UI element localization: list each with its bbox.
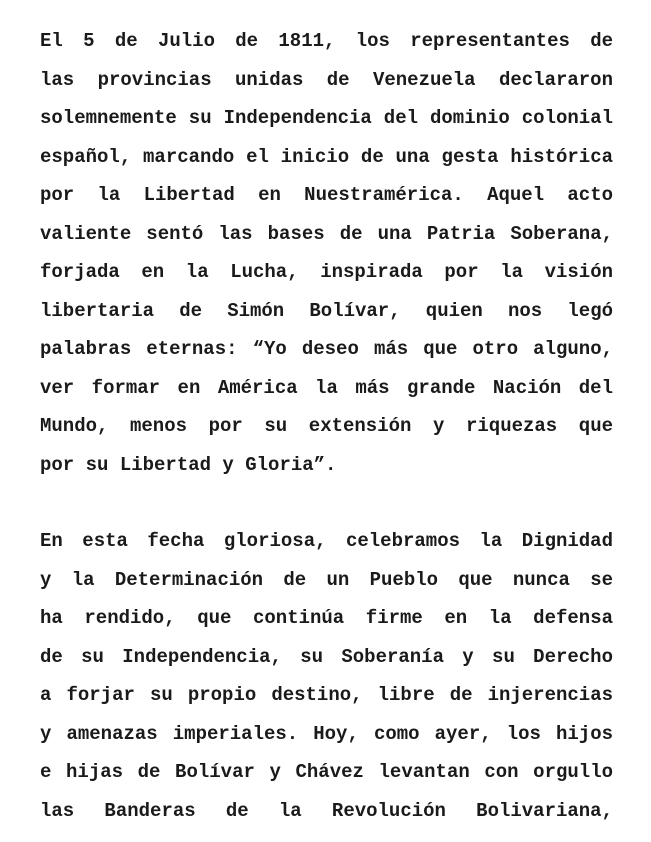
paragraph-celebration bbox=[40, 522, 613, 830]
text-line: a forjar su propio destino, libre de injerencias bbox=[40, 684, 613, 706]
text-line: e hijas de Bolívar y Chávez levantan con orgullo bbox=[40, 761, 613, 783]
text-line: las Banderas de la Revolución Bolivariana, bbox=[40, 799, 613, 822]
document-page bbox=[40, 22, 613, 830]
text-line: por la Libertad en Nuestramérica. Aquel acto bbox=[40, 184, 613, 206]
text-line: y la Determinación de un Pueblo que nunca se bbox=[40, 568, 613, 591]
text-line: libertaria de Simón Bolívar, quien nos legó bbox=[40, 299, 613, 322]
text-line: español, marcando el inicio de una gesta histórica bbox=[40, 145, 613, 168]
text-line: El 5 de Julio de 1811, los representantes de bbox=[40, 30, 613, 52]
text-line: ha rendido, que continúa firme en la defensa bbox=[40, 607, 613, 629]
text-line: palabras eternas: “Yo deseo más que otro alguno, bbox=[40, 338, 613, 360]
text-line: forjada en la Lucha, inspirada por la visión bbox=[40, 261, 613, 283]
paragraph-independence-declaration bbox=[40, 22, 613, 484]
text-line: solemnemente su Independencia del dominio colonial bbox=[40, 107, 613, 129]
text-line: ver formar en América la más grande Nación del bbox=[40, 376, 613, 399]
text-line: Mundo, menos por su extensión y riquezas que bbox=[40, 415, 613, 437]
text-line: las provincias unidas de Venezuela declararon bbox=[40, 68, 613, 91]
text-line: de su Independencia, su Soberanía y su Derecho bbox=[40, 645, 613, 668]
text-line: por su Libertad y Gloria”. bbox=[40, 453, 337, 476]
text-line: En esta fecha gloriosa, celebramos la Dignidad bbox=[40, 530, 613, 552]
text-line: valiente sentó las bases de una Patria Soberana, bbox=[40, 222, 613, 245]
text-line: y amenazas imperiales. Hoy, como ayer, los hijos bbox=[40, 722, 613, 745]
paragraph-spacer bbox=[40, 484, 613, 522]
